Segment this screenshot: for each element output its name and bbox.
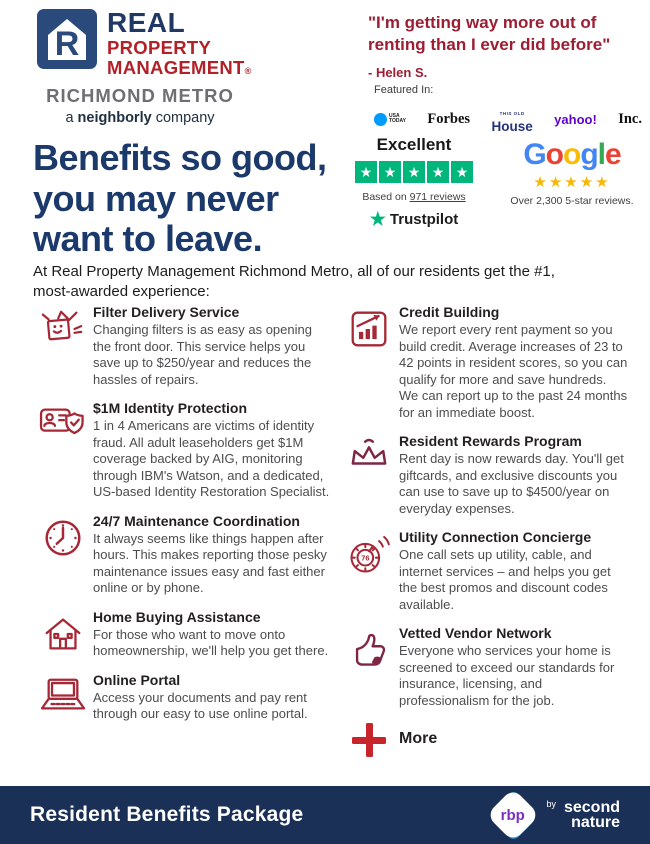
- intro-paragraph: At Real Property Management Richmond Metro, all of our residents get the #1, most-awarded experience:: [33, 263, 555, 301]
- company-logo: [36, 7, 252, 127]
- google-review-block: [497, 140, 647, 207]
- page-title: Benefits so good, you may never want to leave.: [33, 137, 327, 260]
- benefit-title: Online Portal: [93, 671, 181, 688]
- testimonial-quote: [368, 12, 646, 81]
- this-old-house-logo: THIS OLD House: [491, 111, 533, 134]
- trustpilot-star-icon: ★: [427, 161, 449, 183]
- quote-line-2: renting than I ever did before": [368, 35, 611, 55]
- benefit-vetted-vendors: [339, 625, 635, 709]
- utility-meter-icon: [339, 529, 399, 613]
- benefit-title: Filter Delivery Service: [93, 304, 240, 320]
- usa-today-circle-icon: [374, 113, 387, 126]
- rewards-crown-icon: [339, 433, 399, 517]
- trustpilot-green-star-icon: ★: [369, 209, 386, 229]
- benefits-grid: [33, 304, 635, 769]
- footer-bar: [0, 786, 650, 844]
- inc-logo: Inc.: [618, 110, 642, 127]
- franchise-region: RICHMOND METRO: [46, 85, 234, 107]
- benefit-body: We report every rent payment so you build credit. Average increases of 23 to 42 points in resident scores, so you can qualify for more and save hundreds. We can report up to the past 24 months for an immediate boost.: [399, 322, 628, 420]
- benefit-body: One call sets up utility, cable, and internet services – and helps you get the best promos and discount codes available.: [399, 547, 611, 612]
- svg-text:R: R: [54, 25, 80, 63]
- benefit-maintenance-coordination: [33, 513, 339, 597]
- by-label: by: [546, 799, 556, 809]
- google-review-caption: Over 2,300 5-star reviews.: [510, 195, 634, 207]
- featured-in-section: [374, 84, 642, 135]
- featured-in-label: Featured In:: [374, 84, 434, 96]
- footer-title: Resident Benefits Package: [30, 803, 304, 826]
- laptop-icon: [33, 672, 93, 723]
- trustpilot-star-icon: ★: [379, 161, 401, 183]
- benefit-online-portal: [33, 672, 339, 723]
- benefits-column-left: [33, 304, 339, 769]
- benefit-credit-building: [339, 304, 635, 421]
- review-count-link[interactable]: 971 reviews: [409, 191, 466, 203]
- brand-word-real: REAL: [107, 7, 186, 38]
- plus-icon: [352, 723, 386, 757]
- benefit-title: Resident Rewards Program: [399, 433, 582, 449]
- benefit-body: 1 in 4 Americans are victims of identity fraud. All adult leaseholders get $1M coverage backed by AIG, monitoring through IBM's Watson, and a dedicated, US-based Identity Restoration Specialist.: [93, 418, 330, 499]
- registered-mark: ®: [244, 65, 252, 76]
- more-label: More: [399, 730, 438, 747]
- benefit-title: 24/7 Maintenance Coordination: [93, 512, 300, 529]
- benefit-utility-concierge: [339, 529, 635, 613]
- trustpilot-rating-label: Excellent: [376, 135, 452, 154]
- brand-word-property: PROPERTY: [107, 36, 212, 58]
- google-logo: Google: [523, 138, 621, 171]
- brand-word-management: MANAGEMENT®: [107, 56, 252, 78]
- house-icon: [33, 609, 93, 660]
- benefits-column-right: [339, 304, 635, 769]
- rbp-badge-icon: rbp: [488, 790, 538, 840]
- thumbs-up-icon: [339, 625, 399, 709]
- google-stars-icon: ★★★★★: [533, 174, 611, 191]
- benefit-more: [339, 721, 635, 757]
- usa-today-logo: USA TODAY: [374, 113, 406, 126]
- quote-line-1: "I'm getting way more out of: [368, 13, 597, 32]
- benefit-title: $1M Identity Protection: [93, 400, 248, 416]
- benefit-resident-rewards: [339, 433, 635, 517]
- benefit-identity-protection: [33, 400, 339, 501]
- benefit-body: Changing filters is as easy as opening the front door. This service helps you save up to $250/year and reduces the hassles of repairs.: [93, 322, 312, 387]
- benefit-home-buying: [33, 609, 339, 660]
- clock-icon: [33, 513, 93, 597]
- credit-chart-icon: [339, 304, 399, 421]
- trustpilot-review-count: Based on 971 reviews: [362, 191, 466, 203]
- second-nature-wordmark: second nature: [563, 798, 620, 831]
- benefit-title: Credit Building: [399, 304, 500, 320]
- trustpilot-wordmark: ★ Trustpilot: [369, 209, 459, 229]
- trustpilot-star-icon: ★: [403, 161, 425, 183]
- benefit-body: Access your documents and pay rent through our easy to use online portal.: [93, 689, 308, 721]
- benefit-body: It always seems like things happen after hours. This makes reporting those pesky maintenance issues easy and fast either online or by phone.: [93, 530, 327, 595]
- trustpilot-star-icon: ★: [451, 161, 473, 183]
- benefit-title: Home Buying Assistance: [93, 608, 261, 625]
- id-shield-icon: [33, 400, 93, 501]
- benefit-body: Rent day is now rewards day. You'll get giftcards, and exclusive discounts you can use to save up to $4500/year on everyday expenses.: [399, 451, 624, 516]
- second-nature-logo: [488, 790, 620, 840]
- benefit-title: Utility Connection Concierge: [399, 529, 592, 545]
- rpm-house-logo-icon: [36, 8, 98, 75]
- quote-attribution: - Helen S.: [368, 64, 428, 80]
- benefit-body: Everyone who services your home is screened to exceed our standards for insurance, licensing, and professionalism for the job.: [399, 643, 615, 708]
- svg-text:76: 76: [361, 553, 370, 563]
- benefit-title: Vetted Vendor Network: [399, 625, 552, 641]
- trustpilot-star-icon: ★: [355, 161, 377, 183]
- filter-box-icon: [33, 304, 93, 388]
- yahoo-logo: yahoo!: [554, 111, 597, 127]
- forbes-logo: Forbes: [427, 110, 471, 127]
- benefit-filter-delivery: [33, 304, 339, 388]
- benefit-body: For those who want to move onto homeownership, we'll help you get there.: [93, 626, 329, 658]
- neighborly-tagline: a neighborly company: [65, 110, 215, 127]
